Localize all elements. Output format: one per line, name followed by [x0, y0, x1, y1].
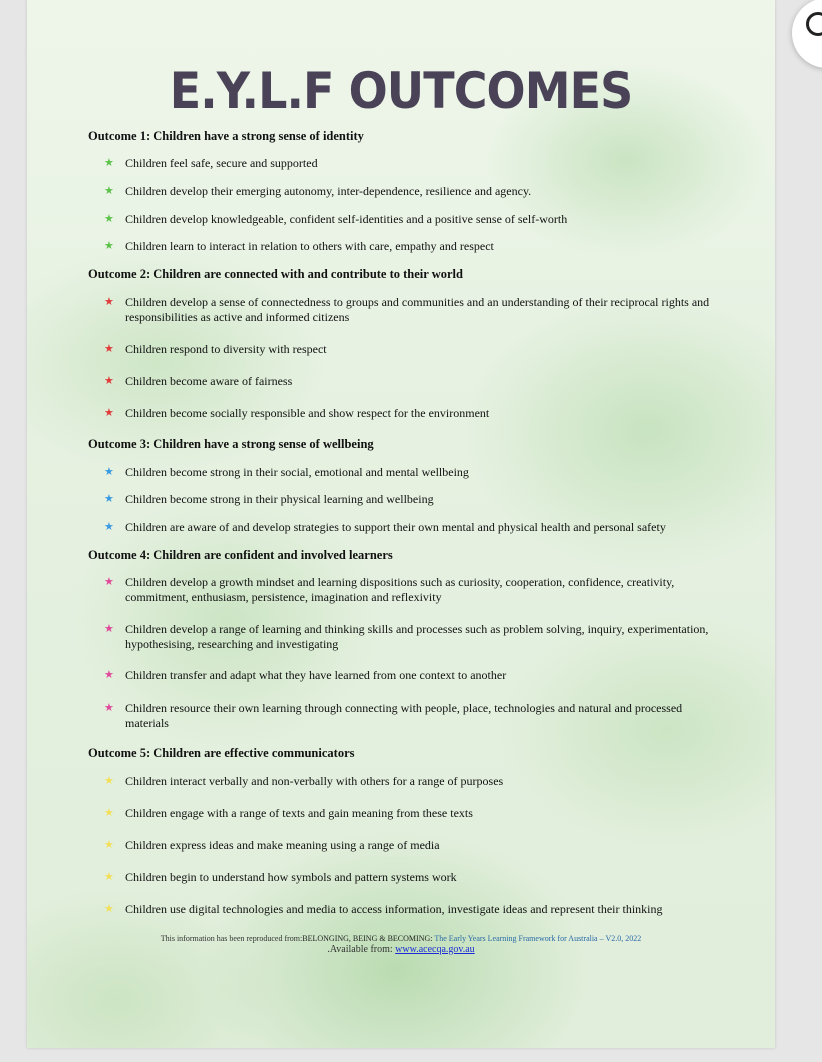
star-bullet-icon: ★	[104, 492, 114, 505]
star-bullet-icon: ★	[104, 622, 114, 635]
outcome-list-item	[101, 184, 721, 199]
outcome-heading: Outcome 5: Children are effective communicators	[88, 746, 355, 760]
star-bullet-icon: ★	[104, 701, 114, 714]
outcome-item-text: Children develop knowledgeable, confident self-identities and a positive sense of self-worth	[125, 212, 568, 226]
document-page	[27, 0, 775, 1048]
star-bullet-icon: ★	[104, 575, 114, 588]
outcome-list-item	[101, 622, 721, 652]
outcome-list-item	[101, 492, 721, 507]
star-bullet-icon: ★	[104, 295, 114, 308]
outcome-item-text: Children resource their own learning through connecting with people, place, technologies and natural and processed materials	[125, 701, 683, 730]
outcome-item-text: Children interact verbally and non-verbally with others for a range of purposes	[125, 774, 504, 788]
star-bullet-icon: ★	[104, 156, 114, 169]
outcome-list-item	[101, 668, 721, 683]
source-link[interactable]: www.acecqa.gov.au	[395, 944, 475, 955]
search-icon	[806, 12, 822, 36]
outcome-list-item	[101, 374, 721, 389]
outcome-list-item	[101, 342, 721, 357]
outcome-list-item	[101, 902, 721, 917]
star-bullet-icon: ★	[104, 212, 114, 225]
zoom-button[interactable]	[792, 0, 822, 68]
outcome-item-text: Children become strong in their social, emotional and mental wellbeing	[125, 465, 469, 479]
outcome-item-text: Children become strong in their physical learning and wellbeing	[125, 492, 434, 506]
star-bullet-icon: ★	[104, 870, 114, 883]
star-bullet-icon: ★	[104, 465, 114, 478]
outcome-item-text: Children feel safe, secure and supported	[125, 156, 318, 170]
outcome-item-text: Children learn to interact in relation to others with care, empathy and respect	[125, 239, 494, 253]
outcome-list-item	[101, 774, 721, 789]
footer-source-title: BELONGING, BEING & BECOMING:	[302, 934, 433, 943]
outcome-list-item	[101, 701, 721, 731]
star-bullet-icon: ★	[104, 902, 114, 915]
outcome-heading: Outcome 3: Children have a strong sense of wellbeing	[88, 437, 374, 451]
footer-line-2	[27, 944, 775, 955]
outcome-item-text: Children are aware of and develop strategies to support their own mental and physical health and personal safety	[125, 520, 666, 534]
star-bullet-icon: ★	[104, 774, 114, 787]
star-bullet-icon: ★	[104, 406, 114, 419]
outcome-item-text: Children become socially responsible and show respect for the environment	[125, 406, 490, 420]
outcome-heading: Outcome 4: Children are confident and involved learners	[88, 548, 393, 562]
outcome-item-text: Children express ideas and make meaning using a range of media	[125, 838, 440, 852]
star-bullet-icon: ★	[104, 668, 114, 681]
outcome-item-text: Children develop their emerging autonomy, inter-dependence, resilience and agency.	[125, 184, 532, 198]
star-bullet-icon: ★	[104, 239, 114, 252]
outcome-item-text: Children transfer and adapt what they have learned from one context to another	[125, 668, 507, 682]
star-bullet-icon: ★	[104, 342, 114, 355]
footer-available: .Available from:	[327, 944, 396, 955]
footer-source-name: The Early Years Learning Framework for Australia – V2.0, 2022	[432, 934, 642, 943]
outcome-list-item	[101, 465, 721, 480]
outcome-item-text: Children respond to diversity with respect	[125, 342, 327, 356]
source-footer	[27, 933, 775, 955]
outcome-list-item	[101, 870, 721, 885]
outcome-list-item	[101, 156, 721, 171]
star-bullet-icon: ★	[104, 374, 114, 387]
star-bullet-icon: ★	[104, 184, 114, 197]
outcome-list-item	[101, 239, 721, 254]
outcome-item-text: Children develop a range of learning and thinking skills and processes such as problem solving, inquiry, experimentation, hypothesising, researching and investigating	[125, 622, 709, 651]
outcome-item-text: Children become aware of fairness	[125, 374, 293, 388]
star-bullet-icon: ★	[104, 838, 114, 851]
outcome-list-item	[101, 520, 721, 535]
outcome-list-item	[101, 838, 721, 853]
outcome-list-item	[101, 295, 721, 325]
outcome-list-item	[101, 212, 721, 227]
page-title: E.Y.L.F OUTCOMES	[169, 62, 633, 120]
outcome-heading: Outcome 1: Children have a strong sense of identity	[88, 129, 364, 143]
outcome-item-text: Children develop a growth mindset and learning dispositions such as curiosity, cooperation, confidence, creativity, commitment, enthusiasm, persistence, imagination and reflexivity	[125, 575, 675, 604]
outcome-list-item	[101, 406, 721, 421]
star-bullet-icon: ★	[104, 806, 114, 819]
outcome-item-text: Children begin to understand how symbols and pattern systems work	[125, 870, 457, 884]
outcome-heading: Outcome 2: Children are connected with and contribute to their world	[88, 267, 463, 281]
outcome-list-item	[101, 575, 721, 605]
footer-line-1	[27, 933, 775, 944]
outcome-list-item	[101, 806, 721, 821]
star-bullet-icon: ★	[104, 520, 114, 533]
footer-prefix: This information has been reproduced from:	[160, 934, 303, 943]
outcome-item-text: Children develop a sense of connectedness to groups and communities and an understanding of their reciprocal rights and responsibilities as active and informed citizens	[125, 295, 710, 324]
outcome-item-text: Children use digital technologies and media to access information, investigate ideas and represent their thinking	[125, 902, 663, 916]
outcome-item-text: Children engage with a range of texts and gain meaning from these texts	[125, 806, 473, 820]
